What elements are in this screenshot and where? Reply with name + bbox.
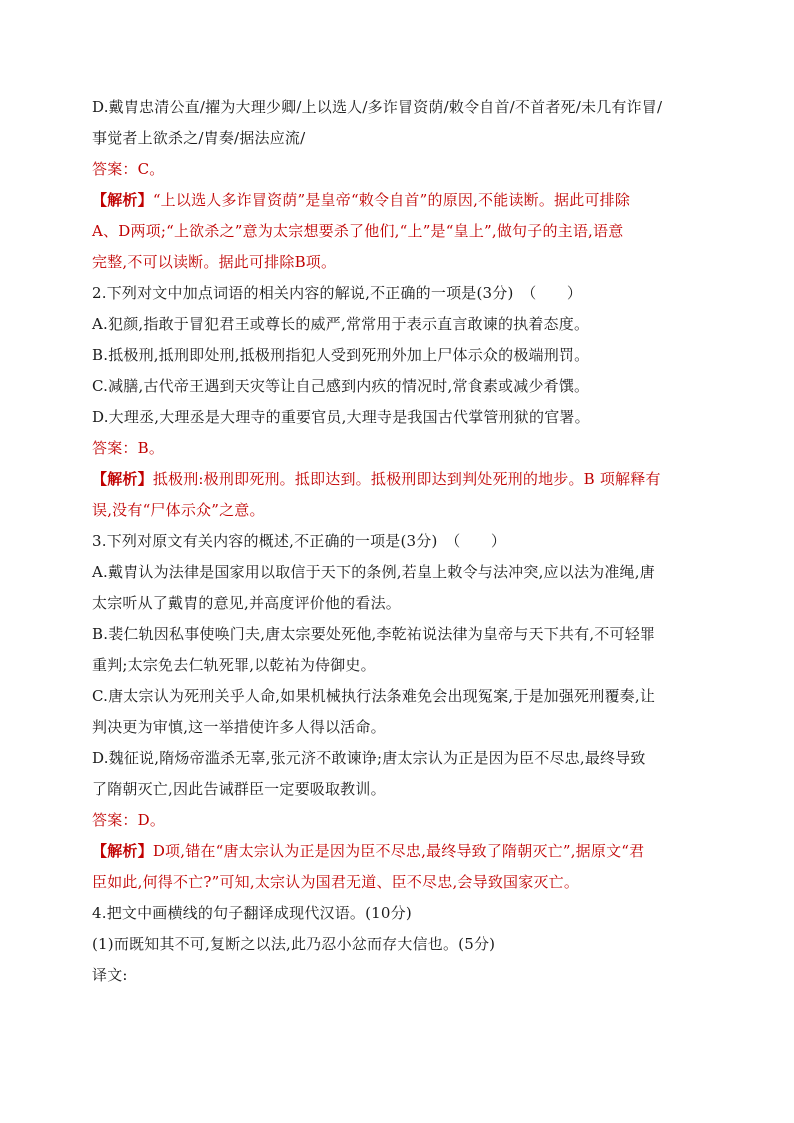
- analysis-tag: 【解析】: [92, 191, 153, 209]
- q3-option-c-line2: 判决更为审慎,这一举措使许多人得以活命。: [92, 718, 386, 736]
- q4-stem: 4.把文中画横线的句子翻译成现代汉语。(10分): [92, 904, 412, 922]
- q3-stem: 3.下列对原文有关内容的概述,不正确的一项是(3分) （ ）: [92, 532, 507, 550]
- q2-analysis-text: 抵极刑:极刑即死刑。抵即达到。抵极刑即达到判处死刑的地步。B 项解释有: [152, 470, 661, 488]
- q2-option-a: A.犯颜,指敢于冒犯君王或尊长的威严,常常用于表示直言敢谏的执着态度。: [92, 315, 590, 333]
- q3-option-c-line1: C.唐太宗认为死刑关乎人命,如果机械执行法条难免会出现冤案,于是加强死刑覆奏,让: [92, 687, 656, 705]
- q3-analysis-line2: 臣如此,何得不亡?”可知,太宗认为国君无道、臣不尽忠,会导致国家灭亡。: [92, 873, 580, 891]
- q3-analysis-text: D项,错在“唐太宗认为正是因为臣不尽忠,最终导致了隋朝灭亡”,据原文“君: [152, 842, 645, 860]
- q2-option-b: B.抵极刑,抵刑即处刑,抵极刑指犯人受到死刑外加上尸体示众的极端刑罚。: [92, 346, 590, 364]
- q4-sub1: (1)而既知其不可,复断之以法,此乃忍小忿而存大信也。(5分): [92, 935, 496, 953]
- q3-analysis-line1: [92, 836, 708, 867]
- q2-answer: 答案：B。: [92, 439, 165, 457]
- q3-option-a-line2: 太宗听从了戴胄的意见,并高度评价他的看法。: [92, 594, 401, 612]
- q3-option-a-line1: A.戴胄认为法律是国家用以取信于天下的条例,若皇上敕令与法冲突,应以法为准绳,唐: [92, 563, 655, 581]
- q2-option-d: D.大理丞,大理丞是大理寺的重要官员,大理寺是我国古代掌管刑狱的官署。: [92, 408, 590, 426]
- analysis-tag: 【解析】: [92, 470, 153, 488]
- q1-analysis-line3: 完整,不可以读断。据此可排除B项。: [92, 253, 337, 271]
- q3-option-d-line1: D.魏征说,隋炀帝滥杀无辜,张元济不敢谏诤;唐太宗认为正是因为臣不尽忠,最终导致: [92, 749, 646, 767]
- q3-option-b-line1: B.裴仁轨因私事使唤门夫,唐太宗要处死他,李乾祐说法律为皇帝与天下共有,不可轻罪: [92, 625, 656, 643]
- q2-analysis-line1: [92, 464, 708, 495]
- analysis-tag: 【解析】: [92, 842, 153, 860]
- q3-option-b-line2: 重判;太宗免去仁轨死罪,以乾祐为侍御史。: [92, 656, 376, 674]
- q1-analysis-line2: A、D两项;“上欲杀之”意为太宗想要杀了他们,“上”是“皇上”,做句子的主语,语意: [92, 222, 624, 240]
- q1-option-d-line2: 事觉者上欲杀之/胄奏/据法应流/: [92, 129, 306, 147]
- document-page: [92, 92, 708, 991]
- q2-analysis-line2: 误,没有“尸体示众”之意。: [92, 501, 265, 519]
- q2-stem: 2.下列对文中加点词语的相关内容的解说,不正确的一项是(3分) （ ）: [92, 284, 583, 302]
- q3-option-d-line2: 了隋朝灭亡,因此告诫群臣一定要吸取教训。: [92, 780, 386, 798]
- q1-answer: 答案：C。: [92, 160, 165, 178]
- q1-analysis-text: “上以选人多诈冒资荫”是皇帝“敕令自首”的原因,不能读断。据此可排除: [152, 191, 631, 209]
- q2-option-c: C.减膳,古代帝王遇到天灾等让自己感到内疚的情况时,常食素或减少肴馔。: [92, 377, 590, 395]
- q1-analysis-line1: [92, 185, 708, 216]
- q4-translation-label: 译文:: [92, 966, 128, 984]
- q1-option-d-line1: D.戴胄忠清公直/擢为大理少卿/上以选人/多诈冒资荫/敕令自首/不首者死/未几有诈冒/: [92, 98, 663, 116]
- q3-answer: 答案：D。: [92, 811, 166, 829]
